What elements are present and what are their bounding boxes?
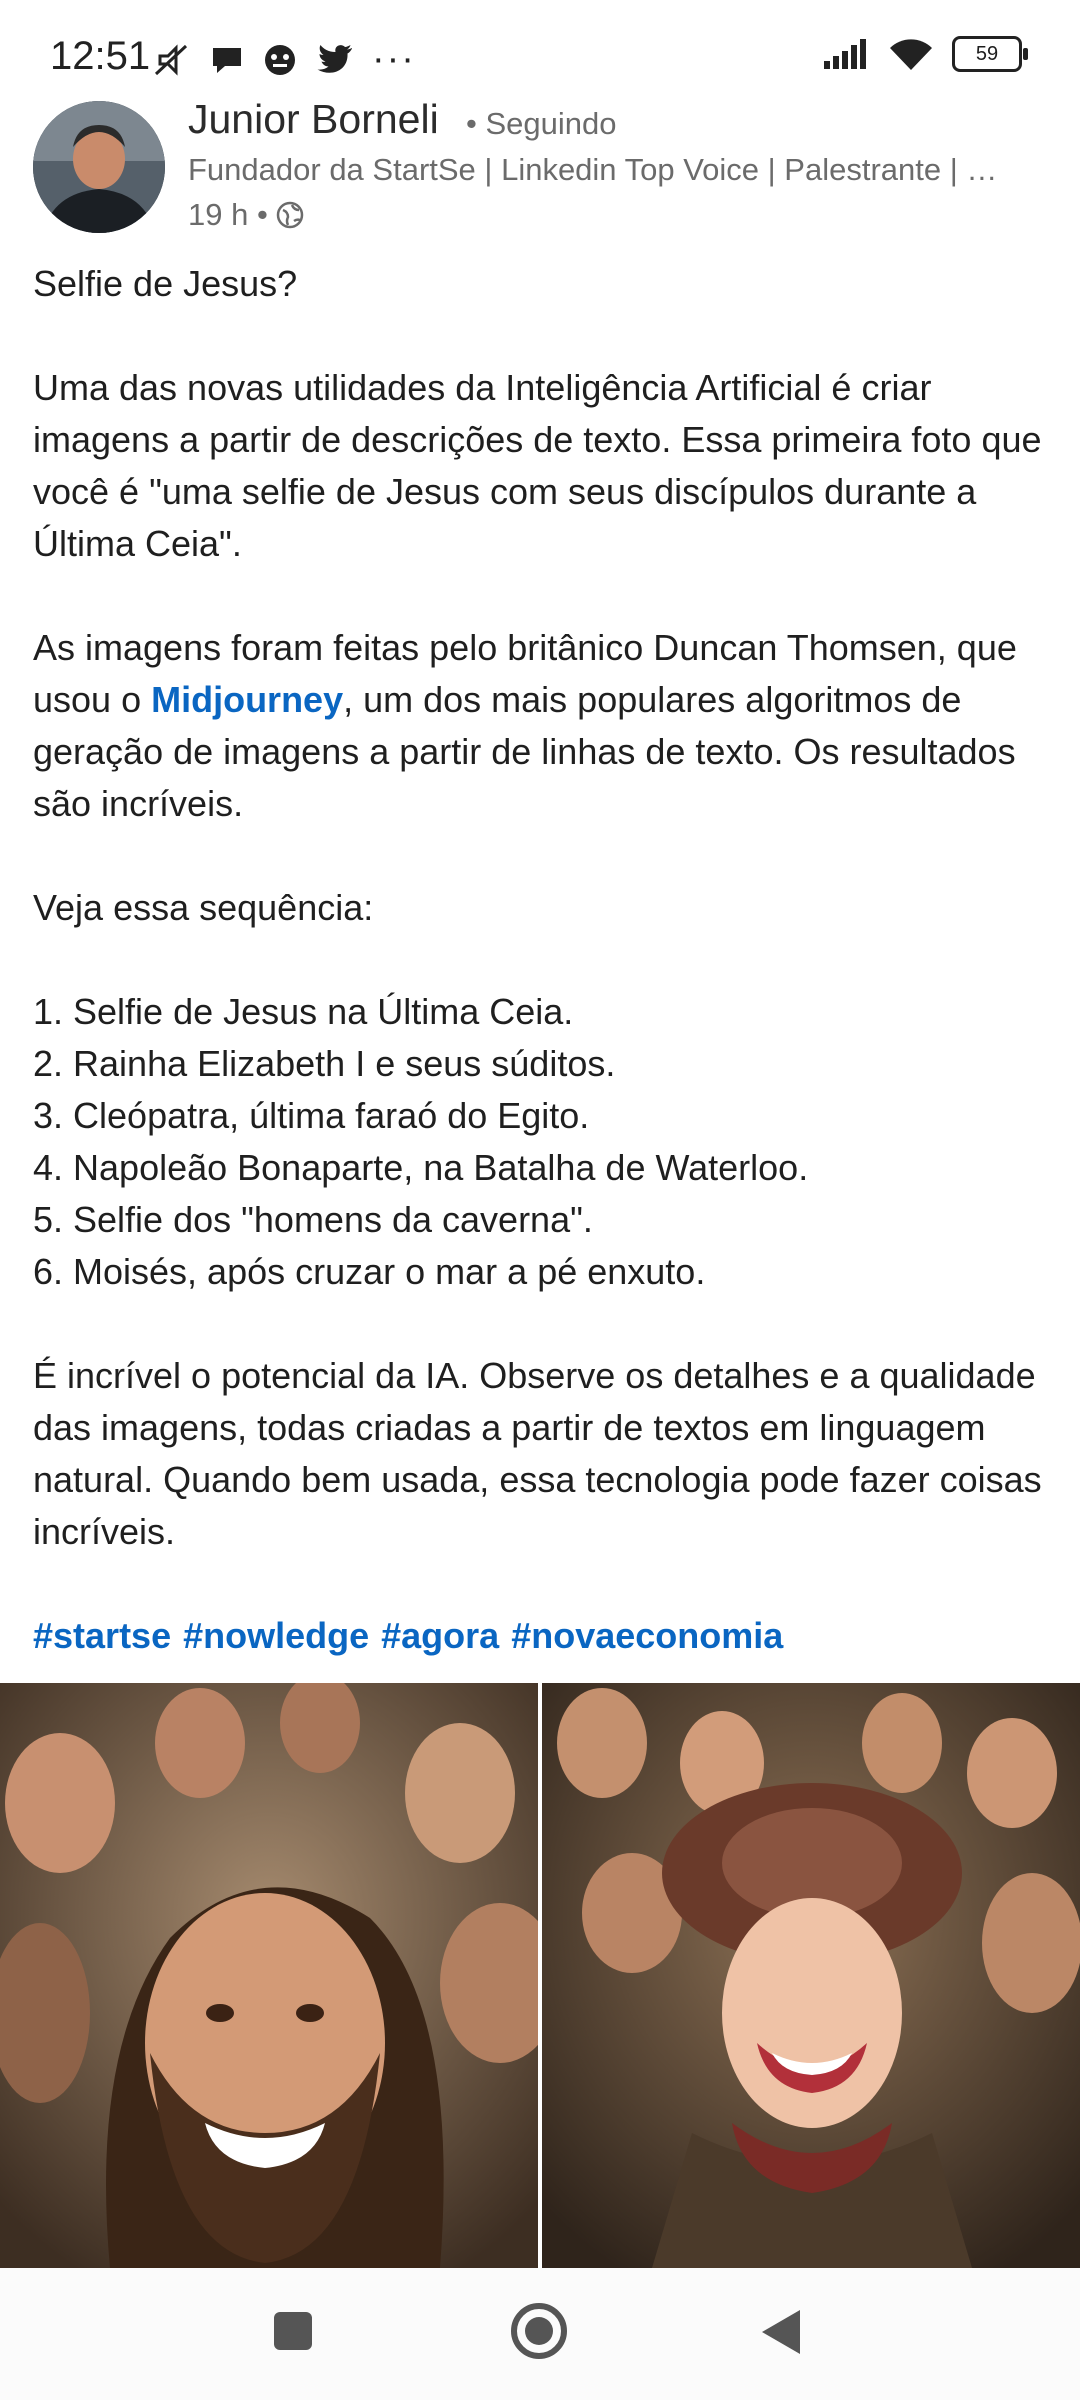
list-item: 6. Moisés, após cruzar o mar a pé enxuto. [33,1251,706,1292]
battery-indicator: 59 [952,36,1022,72]
post-paragraph-1: Uma das novas utilidades da Inteligência Artificial é criar imagens a partir de descrições de texto. Essa primeira foto que você é "uma selfie de Jesus com seus discípulos durante a Última Ceia". [33,367,1042,564]
sequence-intro: Veja essa sequência: [33,887,374,928]
post-image-jesus-selfie[interactable] [0,1683,538,2268]
post-body [33,258,1053,1662]
home-button[interactable] [510,2302,568,2360]
globe-icon [276,201,304,229]
midjourney-link[interactable]: Midjourney [151,679,344,720]
post-paragraph-2 [33,622,1053,830]
post-paragraph-3: É incrível o potencial da IA. Observe os detalhes e a qualidade das imagens, todas criadas a partir de textos em linguagem natural. Quando bem usada, essa tecnologia pode fazer coisas incríveis. [33,1355,1042,1552]
post-images [0,1683,1080,2268]
post-time-text: 19 h • [188,197,268,232]
status-time: 12:51 [50,34,151,78]
chat-bubble-icon [210,44,244,76]
post-time [188,197,304,233]
more-notifications-icon: ··· [372,38,416,80]
twitter-icon [316,44,354,76]
hashtag-startse[interactable]: #startse [33,1615,172,1656]
author-avatar[interactable] [33,101,165,233]
back-button[interactable] [760,2308,804,2356]
wifi-icon [888,36,934,72]
system-navigation-bar [0,2268,1080,2400]
mute-icon [150,42,192,78]
recent-apps-button[interactable] [270,2308,316,2354]
hashtags [33,1610,1053,1662]
following-status: • Seguindo [466,106,617,141]
hashtag-novaeconomia[interactable]: #novaeconomia [511,1615,784,1656]
post-title-line: Selfie de Jesus? [33,263,298,304]
paragraph-2-text-b: , um dos mais populares algoritmos de geração de imagens a partir de linhas de texto. Os resultados são incríveis. [33,679,1016,824]
list-item: 4. Napoleão Bonaparte, na Batalha de Waterloo. [33,1147,809,1188]
signal-icon [822,37,870,71]
author-headline: Fundador da StartSe | Linkedin Top Voice | Palestrante | … [188,152,998,187]
author-name[interactable]: Junior Borneli [188,96,439,142]
notification-icons [150,38,416,81]
list-item: 2. Rainha Elizabeth I e seus súditos. [33,1043,616,1084]
list-item: 1. Selfie de Jesus na Última Ceia. [33,991,574,1032]
paragraph-2-text-a: As imagens foram feitas pelo britânico Duncan Thomsen, que usou o [33,627,1017,720]
list-item: 3. Cleópatra, última faraó do Egito. [33,1095,590,1136]
hashtag-nowledge[interactable]: #nowledge [183,1615,370,1656]
hashtag-agora[interactable]: #agora [381,1615,500,1656]
list-item: 5. Selfie dos "homens da caverna". [33,1199,593,1240]
post-image-elizabeth-selfie[interactable] [542,1683,1080,2268]
game-controller-icon [262,43,298,77]
status-bar [0,0,1080,100]
system-icons [822,36,1022,72]
